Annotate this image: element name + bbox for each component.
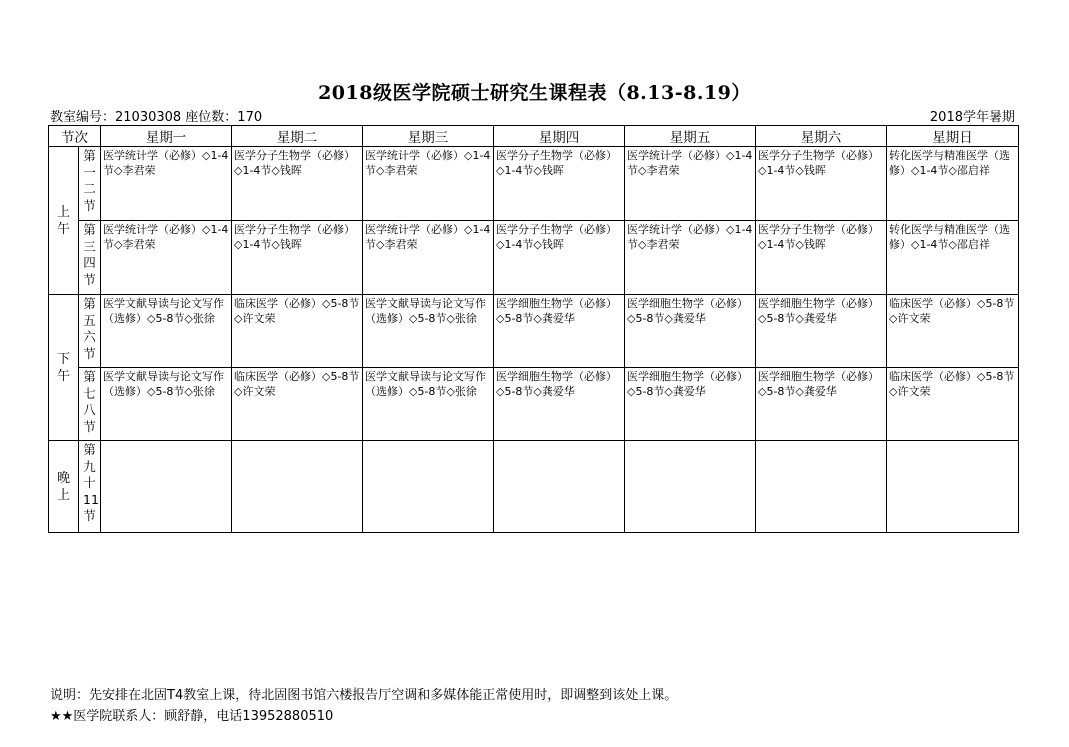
- table-row: [49, 147, 1019, 221]
- course-cell: 医学统计学（必修）◇1-4节◇李君荣: [363, 221, 494, 295]
- slot-label: 第九十11节: [79, 441, 101, 533]
- course-cell: [101, 441, 232, 533]
- course-cell: 临床医学（必修）◇5-8节◇许文荣: [232, 295, 363, 368]
- course-cell: 转化医学与精准医学（选修）◇1-4节◇邵启祥: [887, 221, 1019, 295]
- course-cell: 医学细胞生物学（必修）◇5-8节◇龚爱华: [494, 295, 625, 368]
- day-header: 星期六: [756, 126, 887, 147]
- course-cell: 医学分子生物学（必修）◇1-4节◇钱晖: [232, 147, 363, 221]
- course-cell: [363, 441, 494, 533]
- course-cell: 医学分子生物学（必修）◇1-4节◇钱晖: [494, 147, 625, 221]
- table-row: [49, 221, 1019, 295]
- footnote-explanation: 说明：先安排在北固T4教室上课，待北固图书馆六楼报告厅空调和多媒体能正常使用时，即调整到该处上课。: [50, 688, 678, 703]
- slot-label: 第五六节: [79, 295, 101, 368]
- course-cell: 医学文献导读与论文写作（选修）◇5-8节◇张徐: [363, 368, 494, 441]
- course-cell: 医学分子生物学（必修）◇1-4节◇钱晖: [232, 221, 363, 295]
- semester-label: 2018学年暑期: [929, 110, 1015, 125]
- course-cell: 医学统计学（必修）◇1-4节◇李君荣: [101, 147, 232, 221]
- course-cell: 医学细胞生物学（必修）◇5-8节◇龚爱华: [625, 295, 756, 368]
- slot-label: 第三四节: [79, 221, 101, 295]
- course-cell: 医学文献导读与论文写作（选修）◇5-8节◇张徐: [363, 295, 494, 368]
- course-cell: 医学统计学（必修）◇1-4节◇李君荣: [625, 221, 756, 295]
- table-row: [49, 295, 1019, 368]
- day-header: 星期日: [887, 126, 1019, 147]
- course-cell: [887, 441, 1019, 533]
- course-cell: 临床医学（必修）◇5-8节◇许文荣: [887, 295, 1019, 368]
- day-header: 星期四: [494, 126, 625, 147]
- table-row: [49, 441, 1019, 533]
- course-cell: 医学细胞生物学（必修）◇5-8节◇龚爱华: [756, 295, 887, 368]
- day-header: 星期一: [101, 126, 232, 147]
- course-cell: 医学统计学（必修）◇1-4节◇李君荣: [363, 147, 494, 221]
- corner-header: 节次: [49, 126, 101, 147]
- table-row: [49, 368, 1019, 441]
- slot-label: 第一二节: [79, 147, 101, 221]
- course-cell: [625, 441, 756, 533]
- course-cell: 医学细胞生物学（必修）◇5-8节◇龚爱华: [756, 368, 887, 441]
- period-afternoon: 下午: [49, 295, 79, 441]
- course-cell: 医学分子生物学（必修）◇1-4节◇钱晖: [756, 147, 887, 221]
- day-header: 星期五: [625, 126, 756, 147]
- course-cell: [232, 441, 363, 533]
- course-cell: 医学文献导读与论文写作（选修）◇5-8节◇张徐: [101, 295, 232, 368]
- day-header: 星期三: [363, 126, 494, 147]
- slot-label: 第七八节: [79, 368, 101, 441]
- course-cell: 医学细胞生物学（必修）◇5-8节◇龚爱华: [625, 368, 756, 441]
- course-cell: 医学统计学（必修）◇1-4节◇李君荣: [625, 147, 756, 221]
- header-row: [49, 126, 1019, 147]
- course-cell: 医学文献导读与论文写作（选修）◇5-8节◇张徐: [101, 368, 232, 441]
- classroom-info: 教室编号：21030308 座位数：170: [50, 110, 263, 125]
- course-cell: [494, 441, 625, 533]
- schedule-table: [48, 125, 1019, 533]
- period-evening: 晚上: [49, 441, 79, 533]
- course-cell: 医学分子生物学（必修）◇1-4节◇钱晖: [494, 221, 625, 295]
- period-morning: 上午: [49, 147, 79, 295]
- course-cell: 转化医学与精准医学（选修）◇1-4节◇邵启祥: [887, 147, 1019, 221]
- course-cell: [756, 441, 887, 533]
- page-title: 2018级医学院硕士研究生课程表（8.13-8.19）: [318, 82, 751, 104]
- course-cell: 医学细胞生物学（必修）◇5-8节◇龚爱华: [494, 368, 625, 441]
- course-cell: 医学分子生物学（必修）◇1-4节◇钱晖: [756, 221, 887, 295]
- course-cell: 临床医学（必修）◇5-8节◇许文荣: [232, 368, 363, 441]
- course-cell: 医学统计学（必修）◇1-4节◇李君荣: [101, 221, 232, 295]
- course-cell: 临床医学（必修）◇5-8节◇许文荣: [887, 368, 1019, 441]
- footnote-contact: ★★医学院联系人：顾舒静，电话13952880510: [50, 709, 334, 724]
- day-header: 星期二: [232, 126, 363, 147]
